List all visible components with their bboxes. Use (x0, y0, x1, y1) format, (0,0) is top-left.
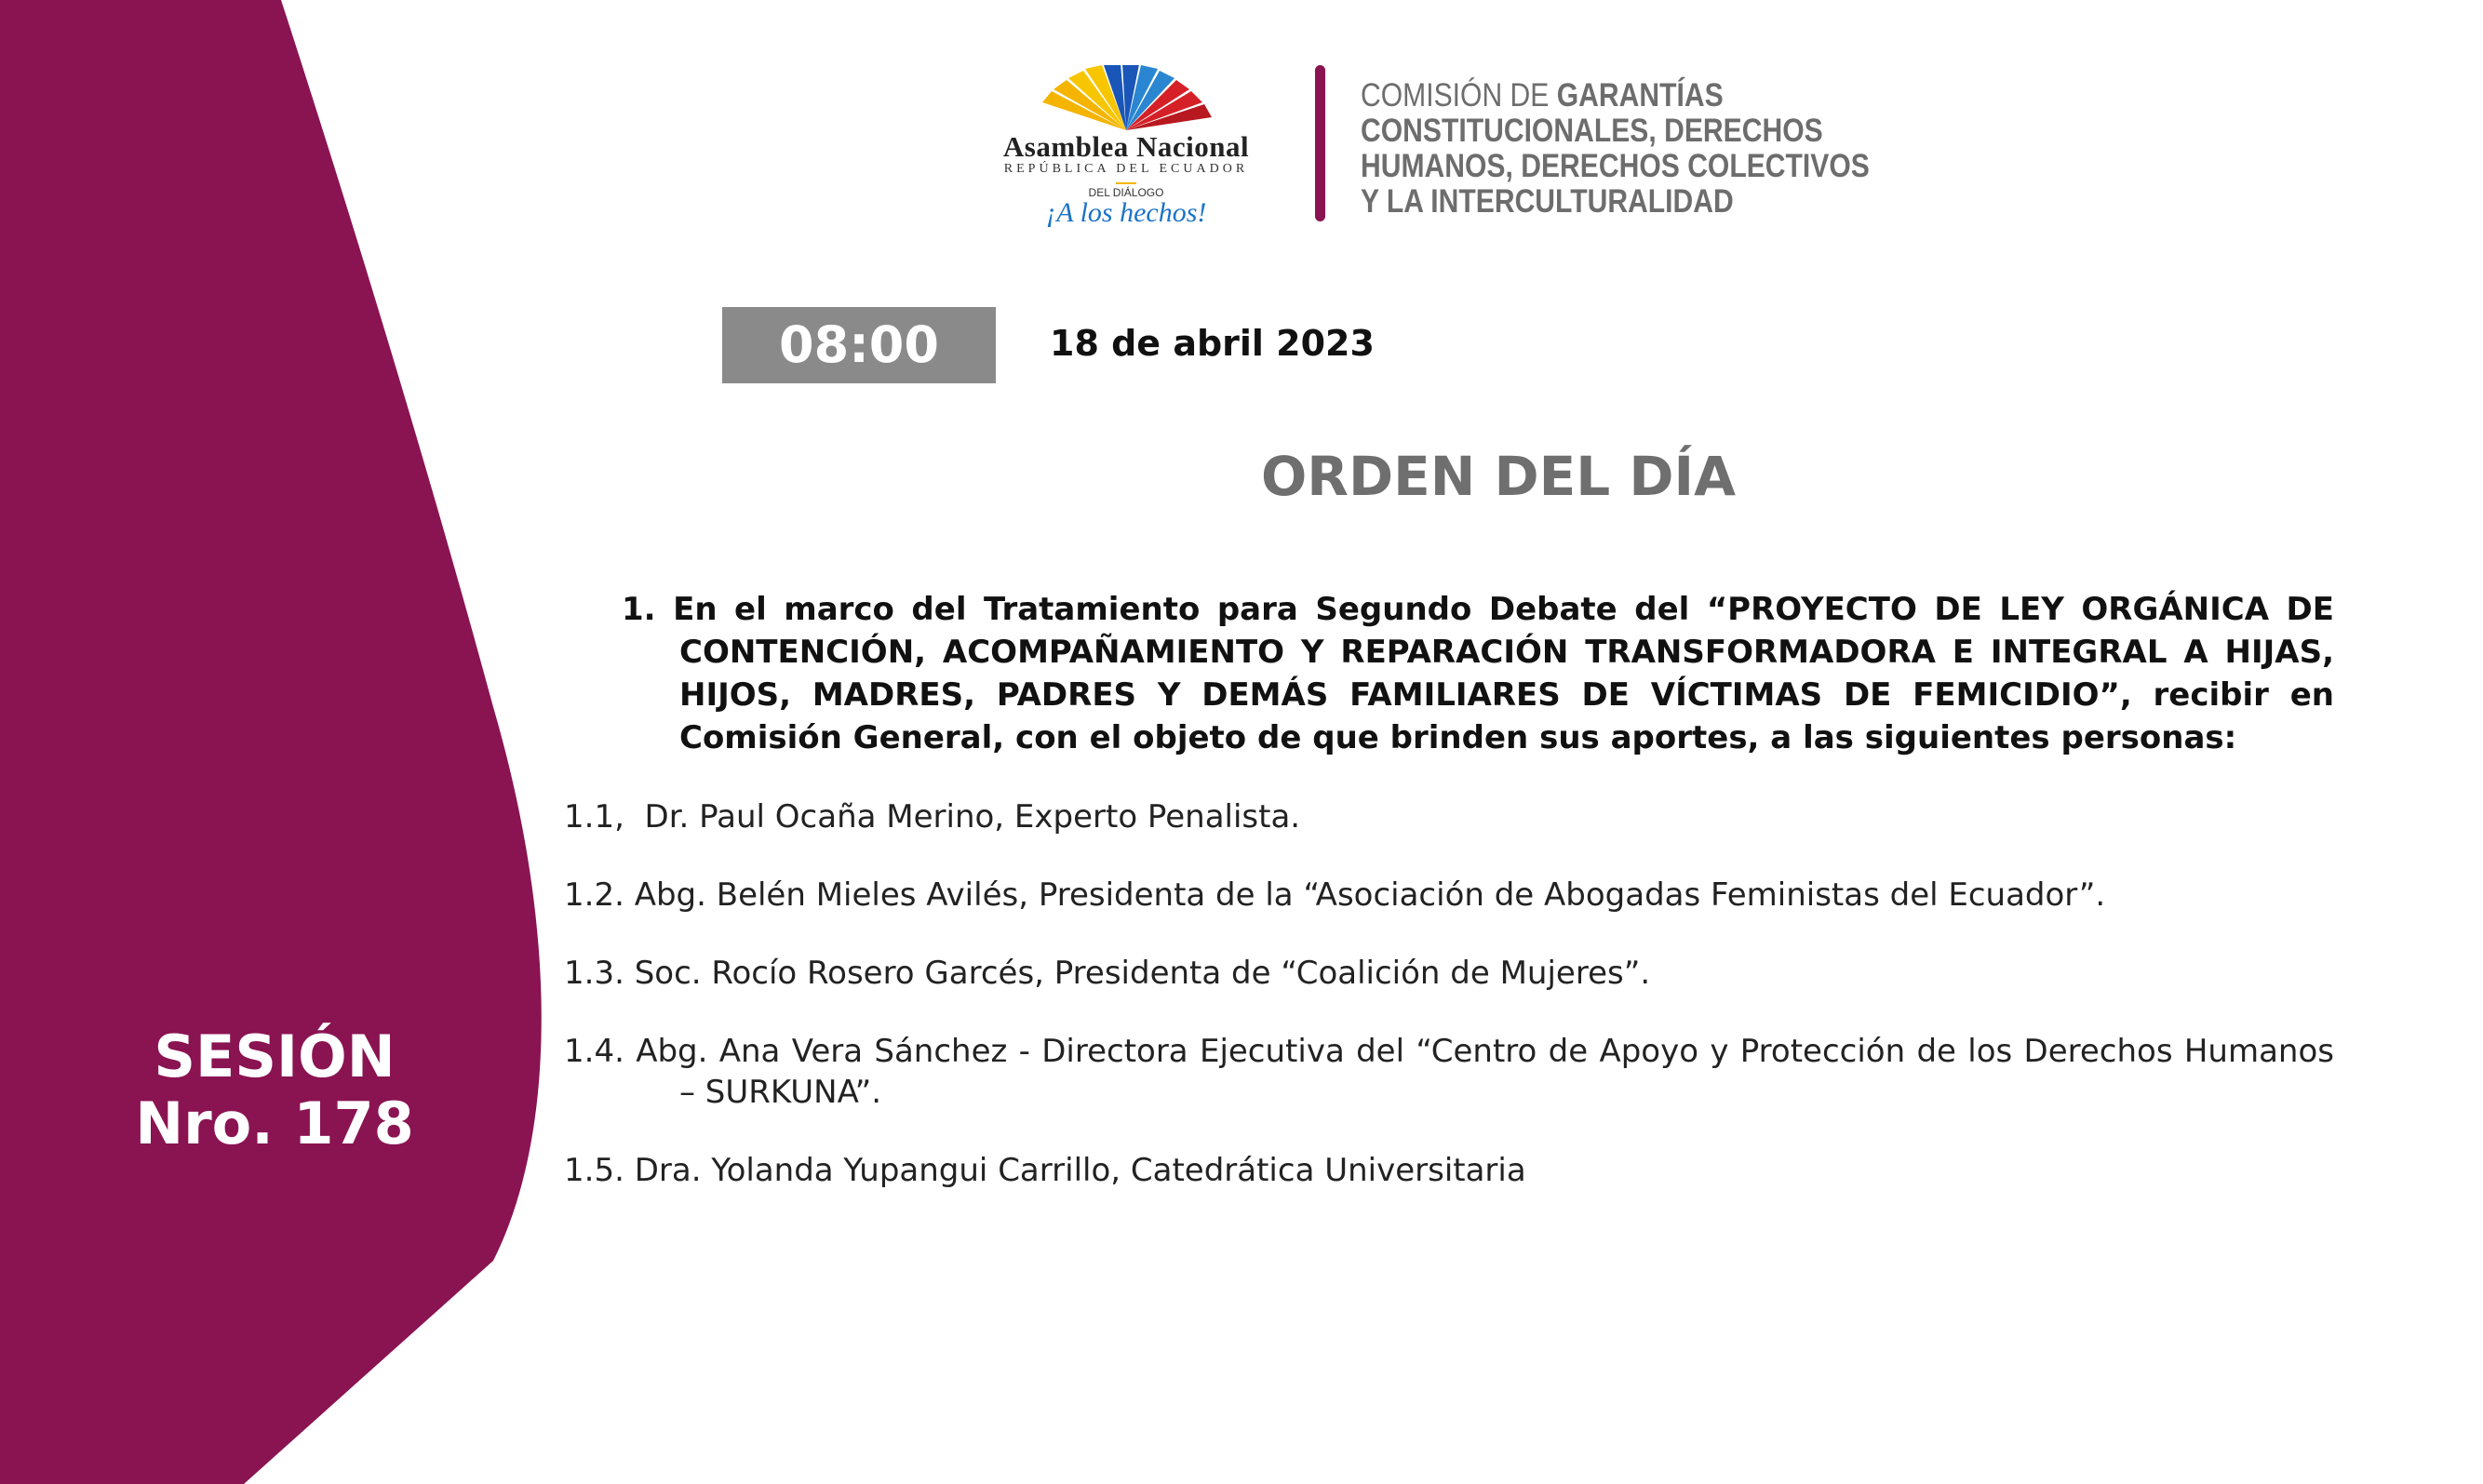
agenda-subitem (564, 875, 2334, 916)
commission-prefix: COMISIÓN DE (1361, 77, 1550, 114)
sun-emblem-icon (986, 65, 1266, 132)
agenda-subitem (564, 1031, 2334, 1113)
logo-title: Asamblea Nacional (1002, 130, 1250, 163)
commission-name (1361, 78, 1921, 220)
commission-line2: CONSTITUCIONALES, DERECHOS (1361, 113, 1823, 149)
agenda-subitem (564, 1150, 2334, 1191)
subitem-text: Abg. Belén Mieles Avilés, Presidenta de la “Asociación de Abogadas Feministas del Ecuador”. (634, 876, 2106, 914)
subitem-text: Abg. Ana Vera Sánchez - Directora Ejecutiva del “Centro de Apoyo y Protección de los Derechos Humanos – SURKUNA”. (636, 1033, 2334, 1111)
subitem-number: 1.4. (564, 1033, 624, 1070)
subitem-number: 1.2. (564, 876, 624, 914)
subitem-number: 1.1, (564, 798, 624, 836)
subitem-text: Dr. Paul Ocaña Merino, Experto Penalista. (644, 798, 1301, 836)
session-number: Nro. 178 (135, 1090, 414, 1157)
asamblea-logo (986, 65, 1266, 233)
commission-line3: HUMANOS, DERECHOS COLECTIVOS (1361, 148, 1870, 184)
subitem-text: Soc. Rocío Rosero Garcés, Presidenta de “Coalición de Mujeres”. (634, 955, 1651, 992)
subitem-text: Dra. Yolanda Yupangui Carrillo, Catedrática Universitaria (634, 1152, 1526, 1189)
logo-subtitle: REPÚBLICA DEL ECUADOR (1003, 162, 1249, 176)
agenda-heading: ORDEN DEL DÍA (1261, 445, 1736, 508)
subitem-number: 1.3. (564, 955, 624, 992)
agenda-subitem (564, 953, 2334, 994)
agenda-item-1: 1. En el marco del Tratamiento para Segundo Debate del “PROYECTO DE LEY ORGÁNICA DE CONTENCIÓN, ACOMPAÑAMIENTO Y REPARACIÓN TRANSFORMADORA E INTEGRAL A HIJAS, HIJOS, MADRES, PADRES Y DEMÁS FAMILIARES DE VÍCTIMAS DE FEMICIDIO”, recibir en Comisión General, con el objeto de que brinden sus aportes, a las siguientes personas: (622, 591, 2334, 756)
session-label: SESIÓN (154, 1023, 396, 1090)
session-date: 18 de abril 2023 (1050, 323, 1375, 364)
commission-line1: GARANTÍAS (1556, 77, 1724, 114)
session-time: 08:00 (722, 307, 996, 383)
commission-line4: Y LA INTERCULTURALIDAD (1361, 183, 1734, 220)
sidebar-shape (0, 0, 558, 1484)
session-badge (0, 1023, 549, 1157)
logo-rule (1116, 182, 1136, 184)
logo-tagline: ¡A los hechos! (1045, 197, 1207, 228)
logo-tagline-small: DEL DIÁLOGO (1088, 186, 1164, 199)
subitem-number: 1.5. (564, 1152, 624, 1189)
agenda-subitem (564, 796, 2334, 837)
agenda-list (564, 588, 2334, 1191)
header-divider (1315, 65, 1325, 221)
